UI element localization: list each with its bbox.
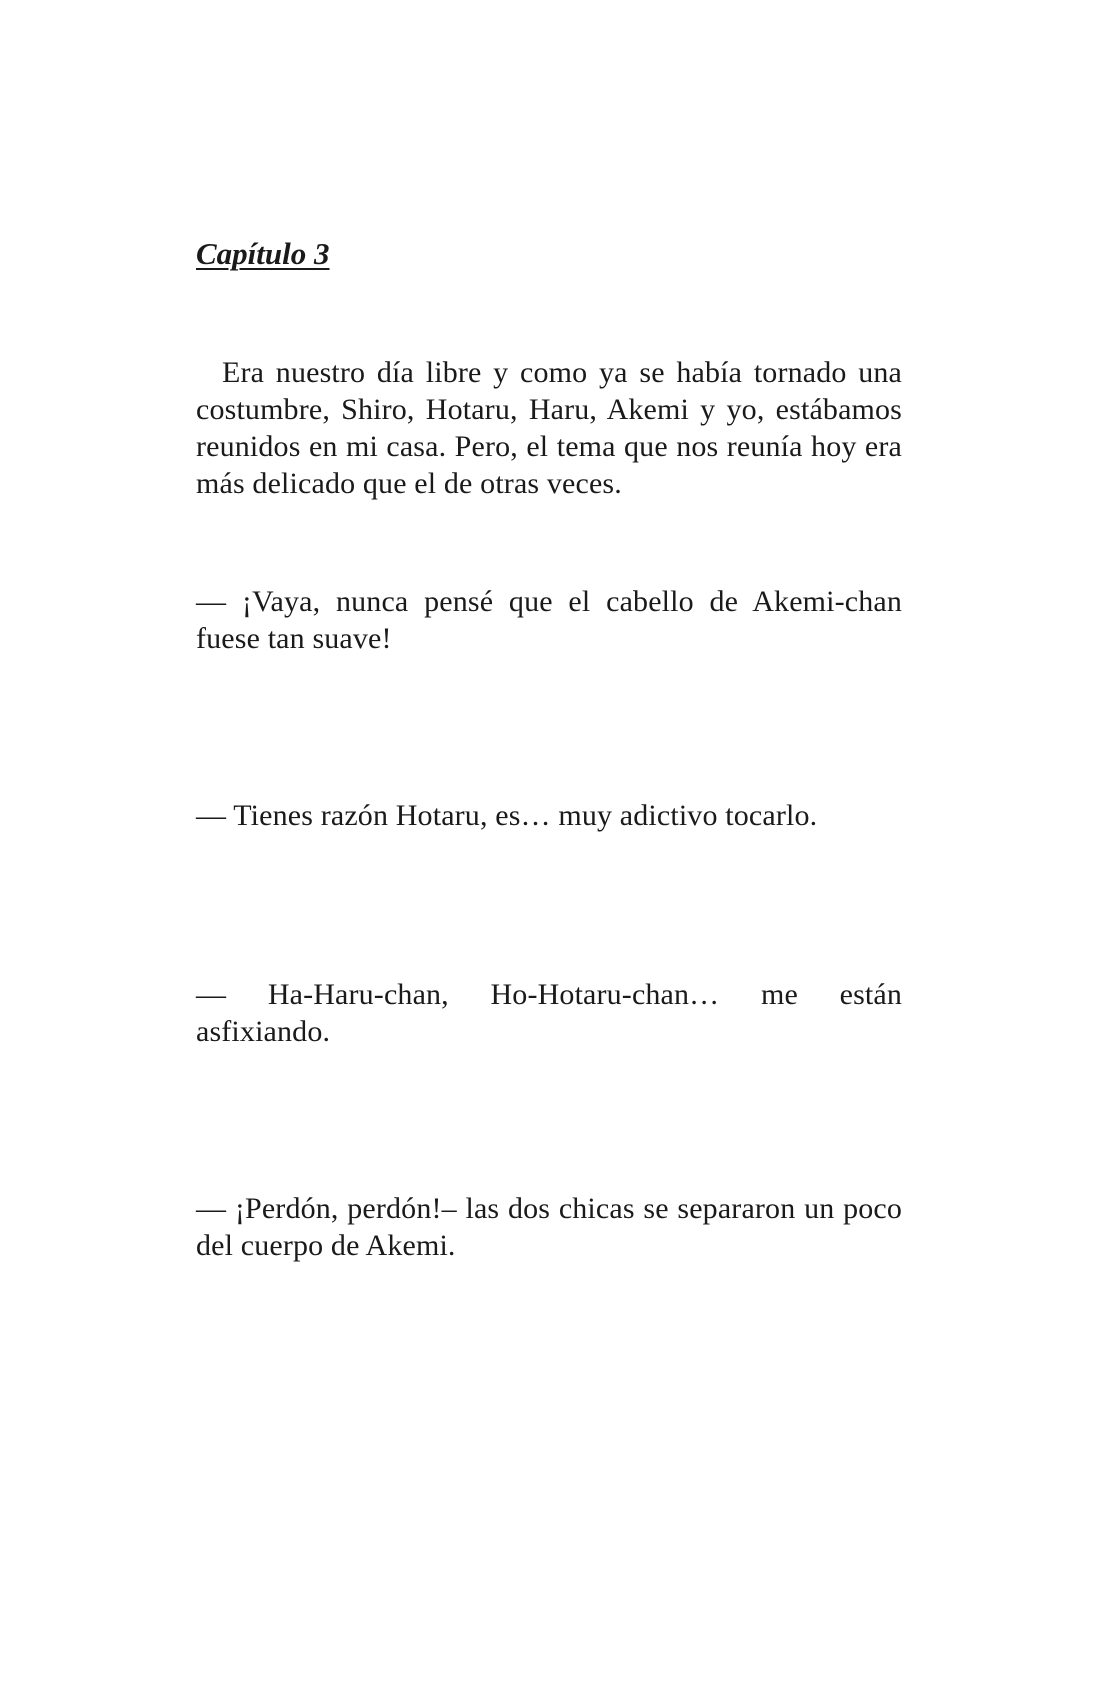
dialogue-line: — Ha-Haru-chan, Ho-Hotaru-chan… me están asfixiando. (196, 978, 902, 1048)
dialogue-line: — ¡Vaya, nunca pensé que el cabello de Akemi-chan fuese tan suave! (196, 585, 902, 655)
narration-paragraph: Era nuestro día libre y como ya se había tornado una costumbre, Shiro, Hotaru, Haru, Akemi y yo, estábamos reunidos en mi casa. Pero, el tema que nos reunía hoy era más delicado que el de otras veces. (196, 356, 902, 500)
dialogue-line: — Tienes razón Hotaru, es… muy adictivo tocarlo. (196, 799, 818, 832)
dialogue-line: — ¡Perdón, perdón!– las dos chicas se separaron un poco del cuerpo de Akemi. (196, 1192, 902, 1262)
chapter-title: Capítulo 3 (196, 236, 330, 271)
